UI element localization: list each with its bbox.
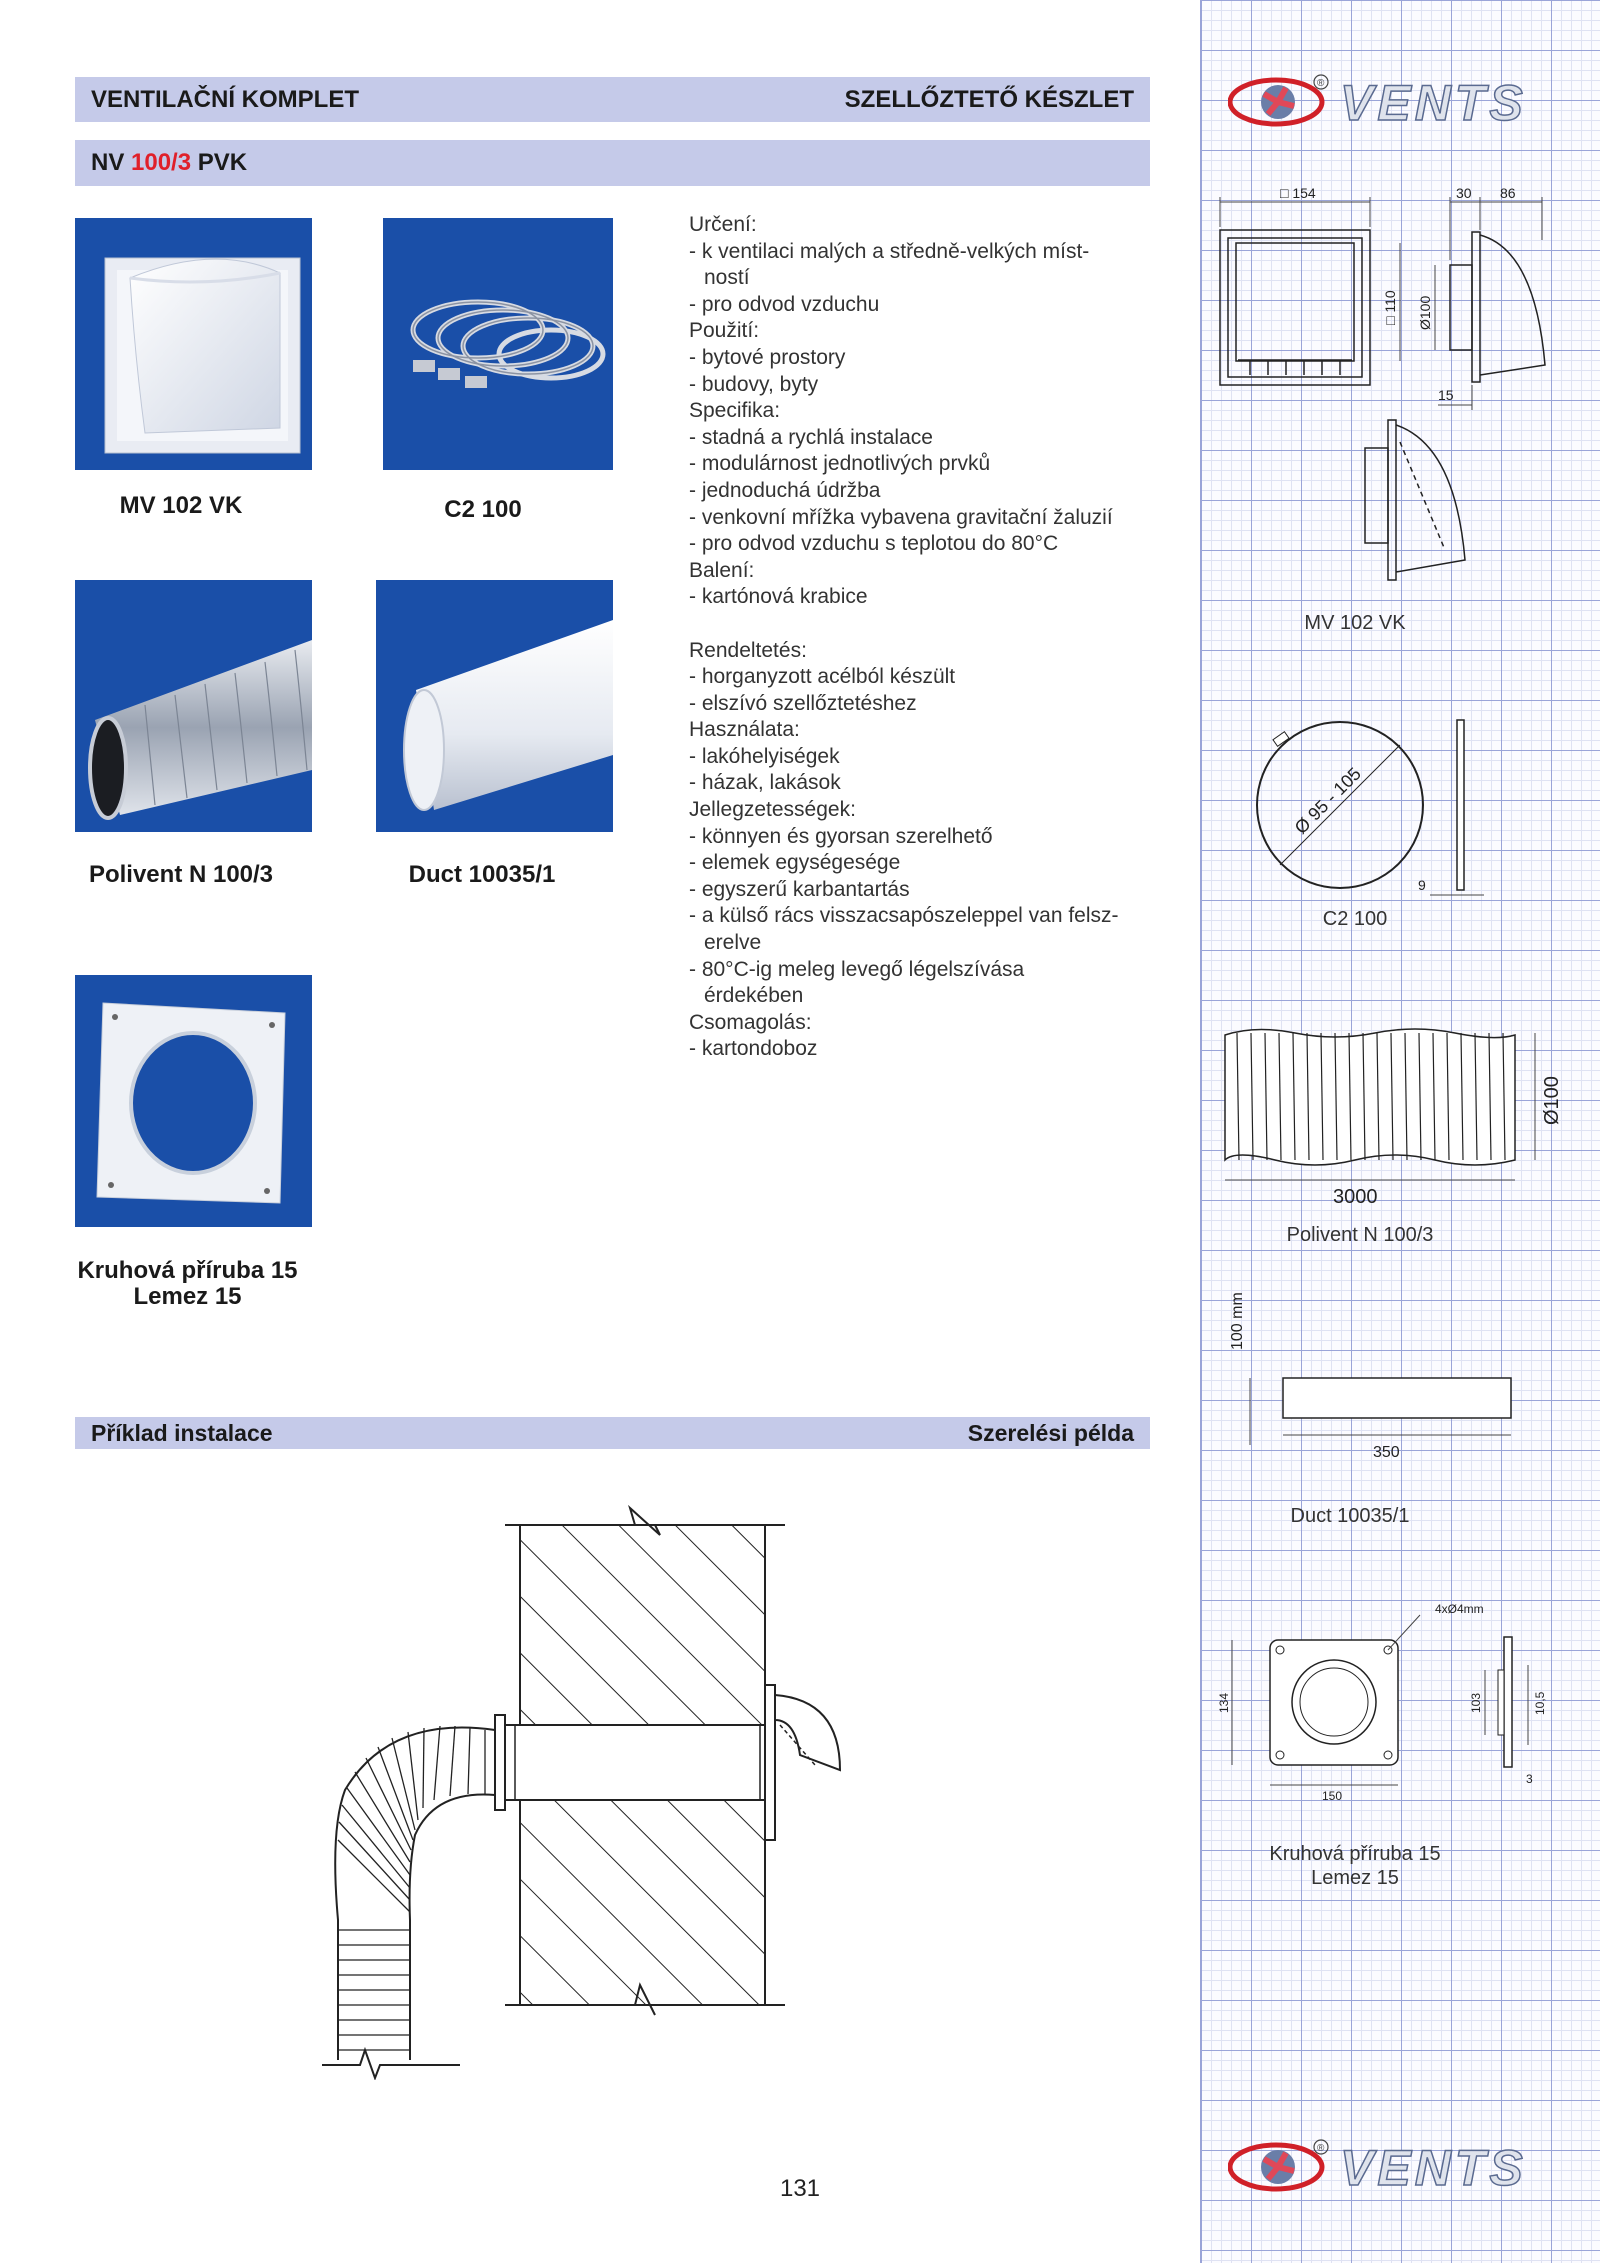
label-flange: Kruhová příruba 15 Lemez 15 (1269, 1843, 1441, 1889)
installation-left-title: Příklad instalace (91, 1419, 273, 1446)
installation-drawing (300, 1490, 860, 2080)
dim-holes: 4xØ4mm (1435, 1602, 1484, 1616)
label-mv-102-vk: MV 102 VK (1304, 612, 1406, 634)
spec-heading: Použití: (689, 319, 760, 343)
spec-heading: Balení: (689, 558, 755, 582)
spec-line: - 80°C-ig meleg levegő légelszívása (689, 957, 1025, 981)
header-band (75, 77, 1150, 122)
dim-flange-width: 150 (1322, 1789, 1343, 1803)
spec-line: - jednoduchá údržba (689, 478, 881, 502)
spec-line: érdekében (704, 984, 804, 1008)
label-c2-100: C2 100 (1322, 908, 1388, 930)
dim-diameter: Ø100 (1417, 295, 1433, 330)
spacer (689, 611, 1159, 638)
spec-line: - elemek egységesége (689, 851, 901, 875)
spec-line: - venkovní mřížka vybavena gravitační žaluzií (689, 505, 1113, 529)
dim-depth-2: 86 (1500, 185, 1516, 201)
spec-line: erelve (704, 931, 762, 955)
dim-hose-diameter: Ø100 (1541, 1076, 1563, 1125)
svg-text:®: ® (1317, 78, 1325, 89)
dim-width: □ 154 (1280, 185, 1316, 201)
caption-polivent: Polivent N 100/3 (88, 861, 274, 888)
svg-text:®: ® (1317, 2143, 1325, 2154)
spec-line: - elszívó szellőztetéshez (689, 691, 917, 715)
dim-clamp-thickness: 9 (1418, 877, 1426, 893)
spec-line: - bytové prostory (689, 345, 846, 369)
spec-line: - lakóhelyiségek (689, 744, 840, 768)
spec-line: - k ventilaci malých a středně-velkých míst- (689, 239, 1090, 263)
dim-depth-1: 30 (1456, 185, 1472, 201)
caption-c2-100: C2 100 (444, 496, 522, 523)
spec-line: - modulárnost jednotlivých prvků (689, 452, 991, 476)
spec-heading: Csomagolás: (689, 1010, 812, 1034)
spec-heading: Használata: (689, 718, 800, 742)
page-number: 131 (779, 2175, 821, 2202)
spec-line: - horganyzott acélból készült (689, 665, 956, 689)
caption-mv-102-vk: MV 102 VK (119, 492, 243, 519)
spec-line: - kartónová krabice (689, 585, 868, 609)
caption-flange: Kruhová příruba 15 Lemez 15 (77, 1257, 298, 1310)
caption-duct: Duct 10035/1 (408, 861, 556, 888)
spec-line: - pro odvod vzduchu (689, 292, 880, 316)
spec-line: - egyszerű karbantartás (689, 877, 910, 901)
photo-flange (75, 975, 312, 1227)
photo-mv-102-vk (75, 218, 312, 470)
spec-line: - kartondoboz (689, 1037, 818, 1061)
dim-thickness-1: 10,5 (1533, 1691, 1547, 1715)
drawing-mv-102-vk (1210, 180, 1590, 600)
spec-line: ností (704, 266, 750, 290)
photo-duct (376, 580, 613, 832)
vents-logo-top (1228, 70, 1568, 130)
spec-line: - könnyen és gyorsan szerelhető (689, 824, 993, 848)
installation-right-title: Szerelési példa (967, 1419, 1134, 1446)
spec-line: - stadná a rychlá instalace (689, 425, 933, 449)
spec-heading: Rendeltetés: (689, 638, 807, 662)
dim-thickness-2: 3 (1526, 1772, 1533, 1786)
dim-flange-height: 134 (1217, 1692, 1231, 1713)
label-duct: Duct 10035/1 (1290, 1505, 1410, 1527)
vents-logo-text: VENTS (1340, 2140, 1527, 2195)
spec-line: - házak, lakások (689, 771, 841, 795)
spec-heading: Specifika: (689, 399, 781, 423)
spec-heading: Určení: (689, 213, 757, 236)
dim-height: □ 110 (1382, 290, 1398, 325)
spec-line: - a külső rács visszacsapószeleppel van felsz- (689, 904, 1119, 928)
header-right-title: SZELLŐZTETŐ KÉSZLET (844, 85, 1134, 113)
photo-c2-100 (383, 218, 613, 470)
label-polivent: Polivent N 100/3 (1286, 1224, 1434, 1246)
drawing-c2-100 (1240, 705, 1540, 905)
dim-duct-length: 350 (1373, 1444, 1400, 1461)
drawing-duct (1210, 1280, 1540, 1470)
installation-band (75, 1417, 1150, 1449)
specification-text (689, 212, 1159, 1063)
photo-polivent (75, 580, 312, 832)
product-band (75, 140, 1150, 186)
vents-logo-text: VENTS (1340, 75, 1527, 130)
spec-line: - budovy, byty (689, 372, 819, 396)
product-code: NV 100/3 PVK (91, 149, 248, 176)
dim-clamp-diameter: Ø 95 - 105 (1290, 763, 1365, 838)
dim-hose-length: 3000 (1333, 1186, 1378, 1208)
vents-logo-bottom (1228, 2135, 1568, 2195)
spec-heading: Jellegzetességek: (689, 798, 856, 822)
drawing-flange (1210, 1595, 1550, 1815)
drawing-polivent (1215, 1025, 1565, 1215)
spec-line: - pro odvod vzduchu s teplotou do 80°C (689, 532, 1059, 556)
dim-inner: 103 (1469, 1692, 1483, 1713)
dim-offset: 15 (1438, 387, 1454, 403)
dim-duct-height: 100 mm (1229, 1292, 1246, 1350)
header-left-title: VENTILAČNÍ KOMPLET (91, 85, 359, 113)
